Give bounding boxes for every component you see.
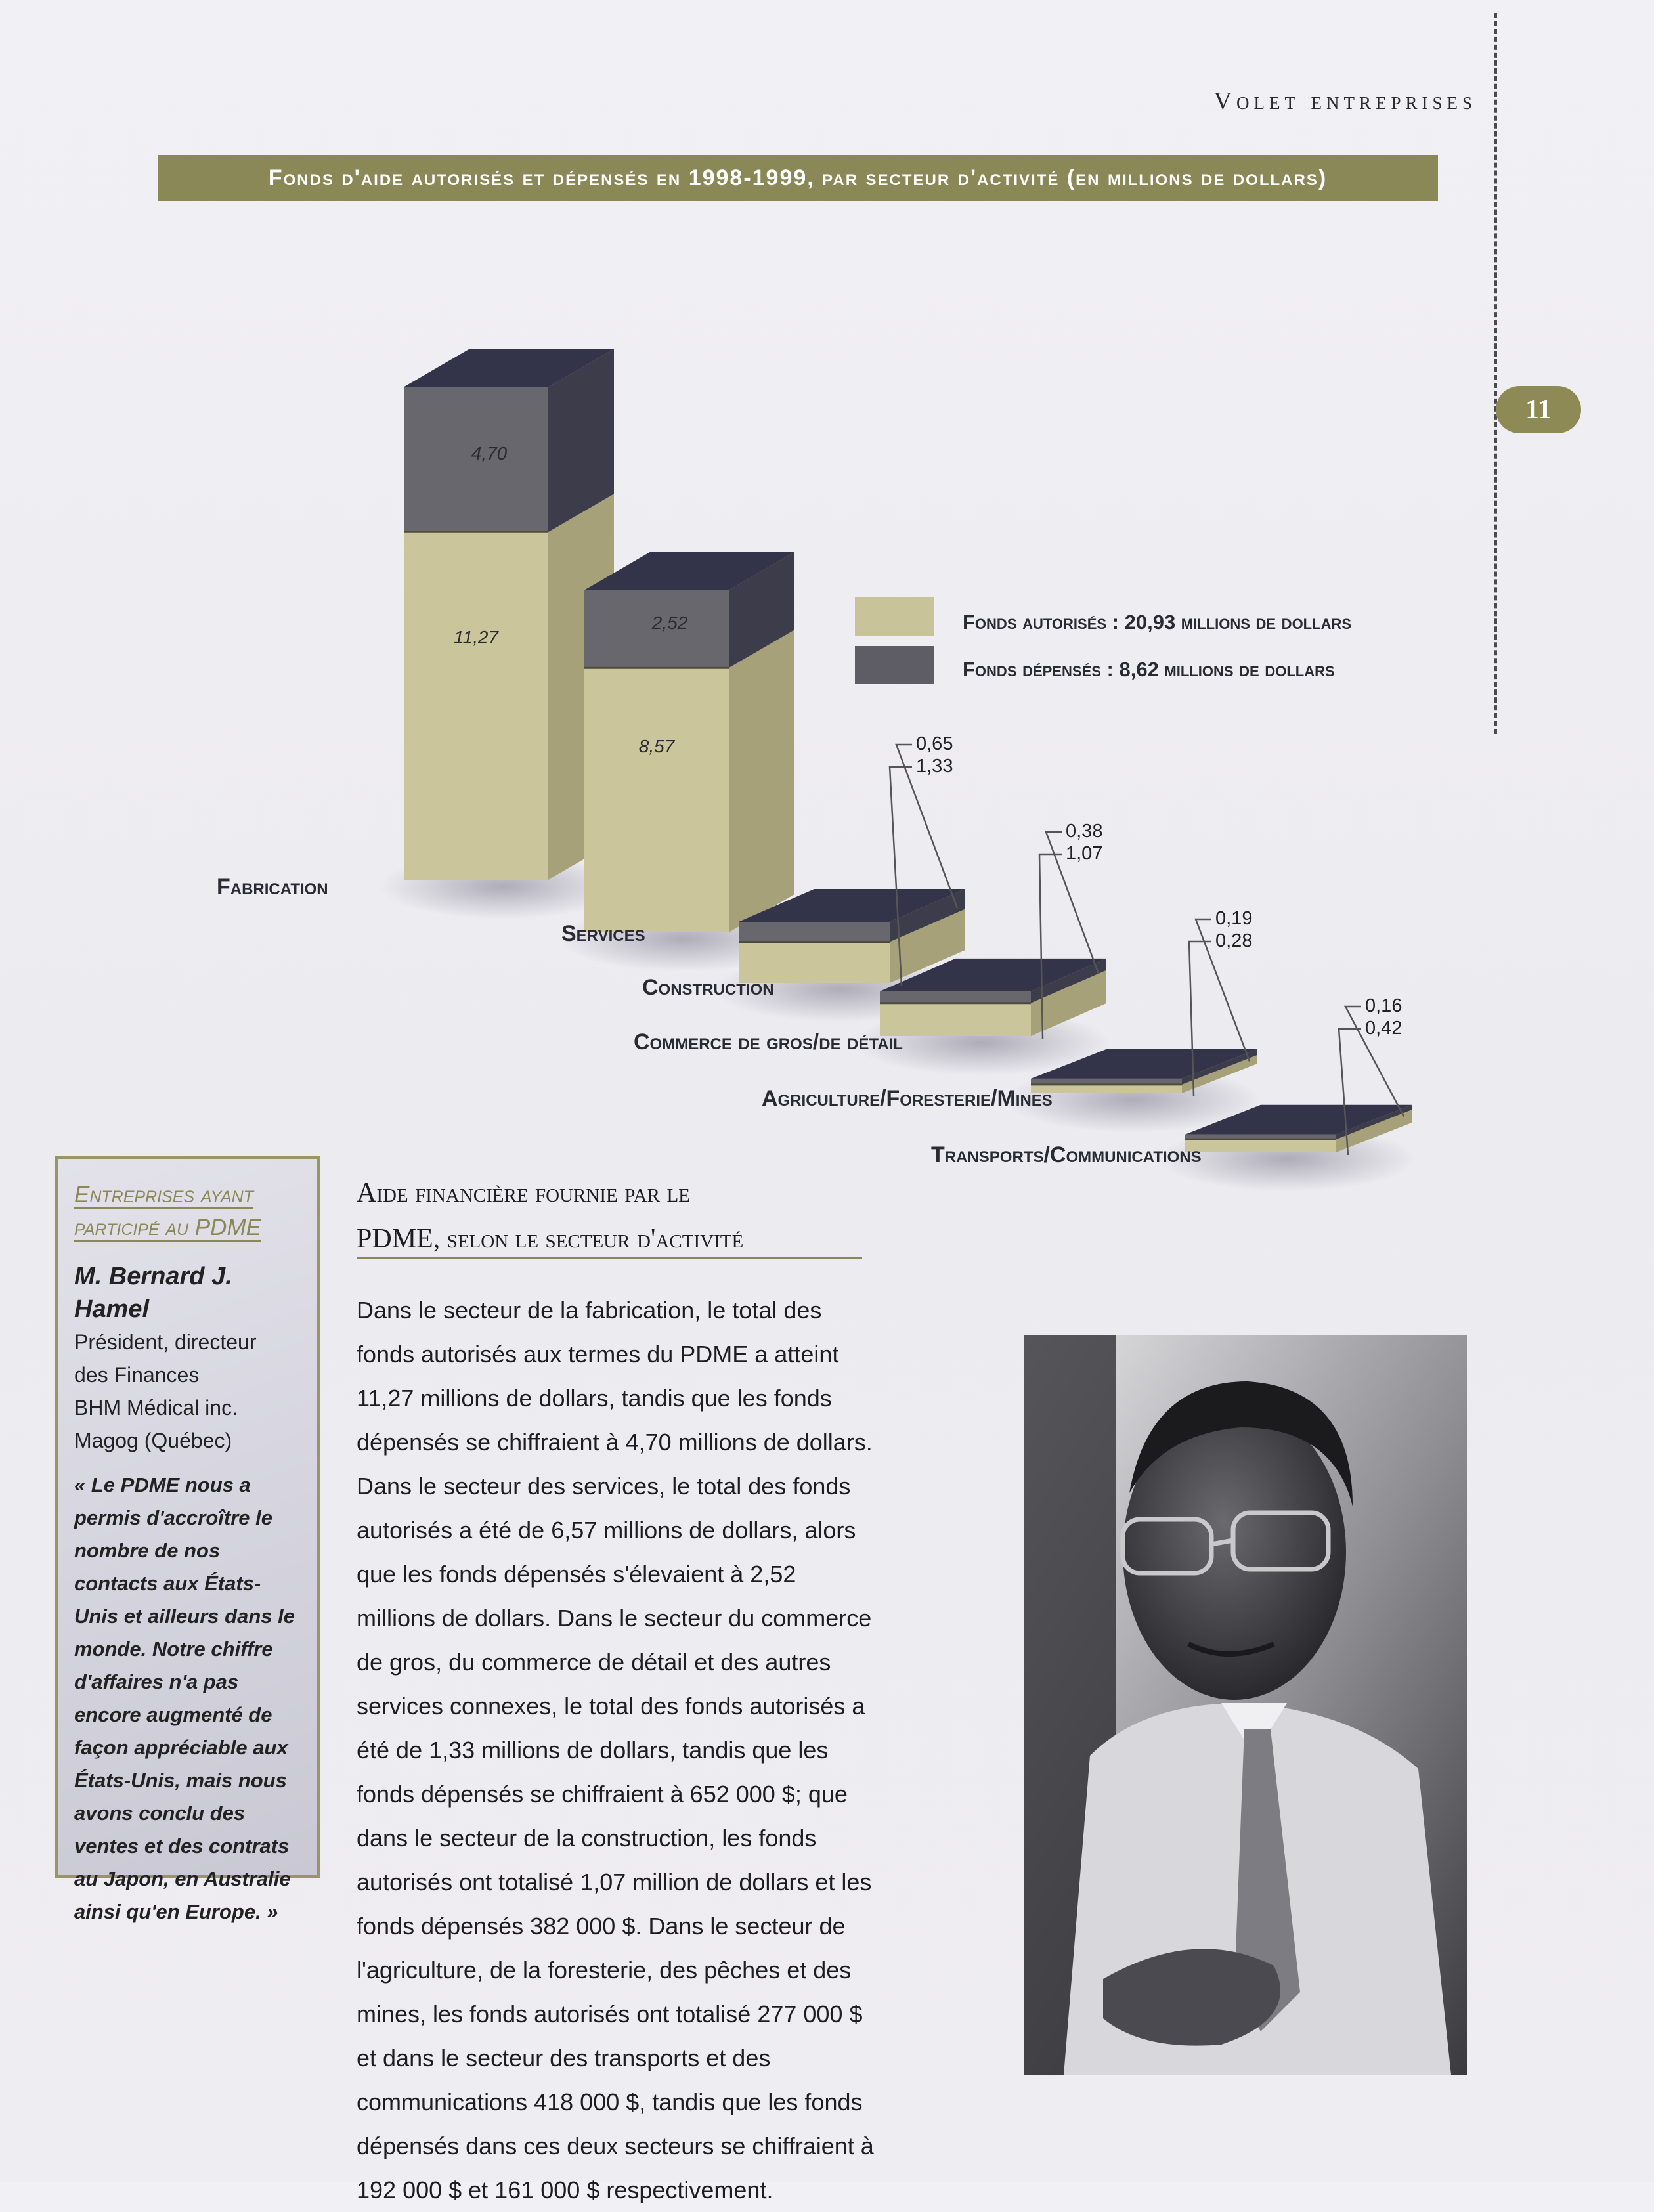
legend-label-authorized: Fonds autorisés : 20,93 millions de dollars — [963, 611, 1352, 634]
page-number-badge: 11 — [1496, 386, 1581, 433]
data-label-authorized: 0,42 — [1365, 1018, 1403, 1039]
data-label-authorized: 1,07 — [1066, 843, 1103, 864]
data-label-authorized: 11,27 — [454, 626, 498, 647]
testimonial-location: Magog (Québec) — [74, 1429, 232, 1452]
legend-swatch-authorized — [855, 597, 934, 636]
sidebar-heading-line2: participé au PDME — [74, 1215, 261, 1242]
data-label-spent: 0,16 — [1365, 995, 1403, 1016]
chart-bars — [380, 349, 1416, 1192]
portrait-photo — [1024, 1335, 1467, 2075]
section-heading-line1: Aide financière fournie par le — [357, 1178, 690, 1208]
data-label-spent: 4,70 — [471, 443, 508, 464]
testimonial-quote: « Le PDME nous a permis d'accroître le nombre de nos contacts aux États-Unis et ailleurs dans le monde. Notre chiffre d'affaires n'a pas encore augmenté de façon appréciable aux États-Unis, mais nous avons conclu des ventes et des contrats au Japon, en Australie ainsi qu'en Europe. » — [74, 1473, 295, 1923]
data-label-spent: 0,38 — [1066, 821, 1103, 842]
testimonial-role-line: Président, directeur — [74, 1330, 257, 1354]
data-label-authorized: 0,28 — [1215, 930, 1253, 951]
sidebar-heading — [74, 1179, 301, 1244]
testimonial-sidebar — [55, 1156, 320, 1923]
category-label: Agriculture/Foresterie/Mines — [762, 1086, 1053, 1111]
testimonial-role-line: des Finances — [74, 1363, 200, 1387]
section-heading-line2: PDME, selon le secteur d'activité — [357, 1224, 744, 1254]
chart-legend — [855, 597, 1351, 684]
section-heading — [357, 1170, 862, 1262]
bar-authorized — [404, 494, 614, 880]
bar-spent — [404, 349, 614, 532]
portrait-photo-icon — [1024, 1335, 1467, 2075]
testimonial-role — [74, 1326, 301, 1457]
data-label-spent: 0,19 — [1215, 908, 1253, 929]
category-label: Services — [561, 921, 645, 946]
data-label-authorized: 1,33 — [916, 756, 953, 777]
data-label-spent: 2,52 — [651, 612, 688, 633]
bar-authorized — [584, 630, 794, 932]
sidebar-heading-line1: Entreprises ayant — [74, 1182, 253, 1209]
section-heading-rule — [357, 1257, 862, 1259]
running-head: Volet entreprises — [1213, 87, 1477, 115]
legend-swatch-spent — [855, 646, 934, 684]
data-label-spent: 0,65 — [916, 733, 953, 754]
legend-label-spent: Fonds dépensés : 8,62 millions de dollars — [963, 658, 1335, 681]
category-label: Transports/Communications — [931, 1142, 1202, 1167]
testimonial-name-line1: M. Bernard J. — [74, 1263, 232, 1290]
category-label: Commerce de gros/de détail — [634, 1030, 903, 1054]
data-label-authorized: 8,57 — [638, 736, 675, 757]
category-label: Construction — [642, 975, 774, 1000]
testimonial-company: BHM Médical inc. — [74, 1396, 238, 1420]
testimonial-name — [74, 1260, 301, 1326]
section-body-text: Dans le secteur de la fabrication, le total des fonds autorisés aux termes du PDME a atteint 11,27 millions de dollars, tandis que les fonds dépensés se chiffraient à 4,70 millions de dollars. Dans le secteur des services, le total des fonds autorisés a été de 6,57 millions de dollars, alors que les fonds dépensés s'élevaient à 2,52 millions de dollars. Dans le secteur du commerce de gros, du commerce de détail et des autres services connexes, le total des fonds autorisés a été de 1,33 millions de dollars, tandis que les fonds dépensés se chiffraient à 652 000 $; que dans le secteur de la construction, les fonds autorisés ont totalisé 1,07 million de dollars et les fonds dépensés 382 000 $. Dans le secteur de l'agriculture, de la foresterie, des pêches et des mines, les fonds autorisés ont totalisé 277 000 $ et dans le secteur des transports et des communications 418 000 $, tandis que les fonds dépensés dans ces deux secteurs se chiffraient à 192 000 $ et 161 000 $ respectivement. — [357, 1297, 874, 2203]
chart-title: Fonds d'aide autorisés et dépensés en 1998-1999, par secteur d'activité (en millions de dollars) — [158, 155, 1438, 201]
testimonial-name-line2: Hamel — [74, 1295, 150, 1323]
category-label: Fabrication — [217, 875, 328, 900]
